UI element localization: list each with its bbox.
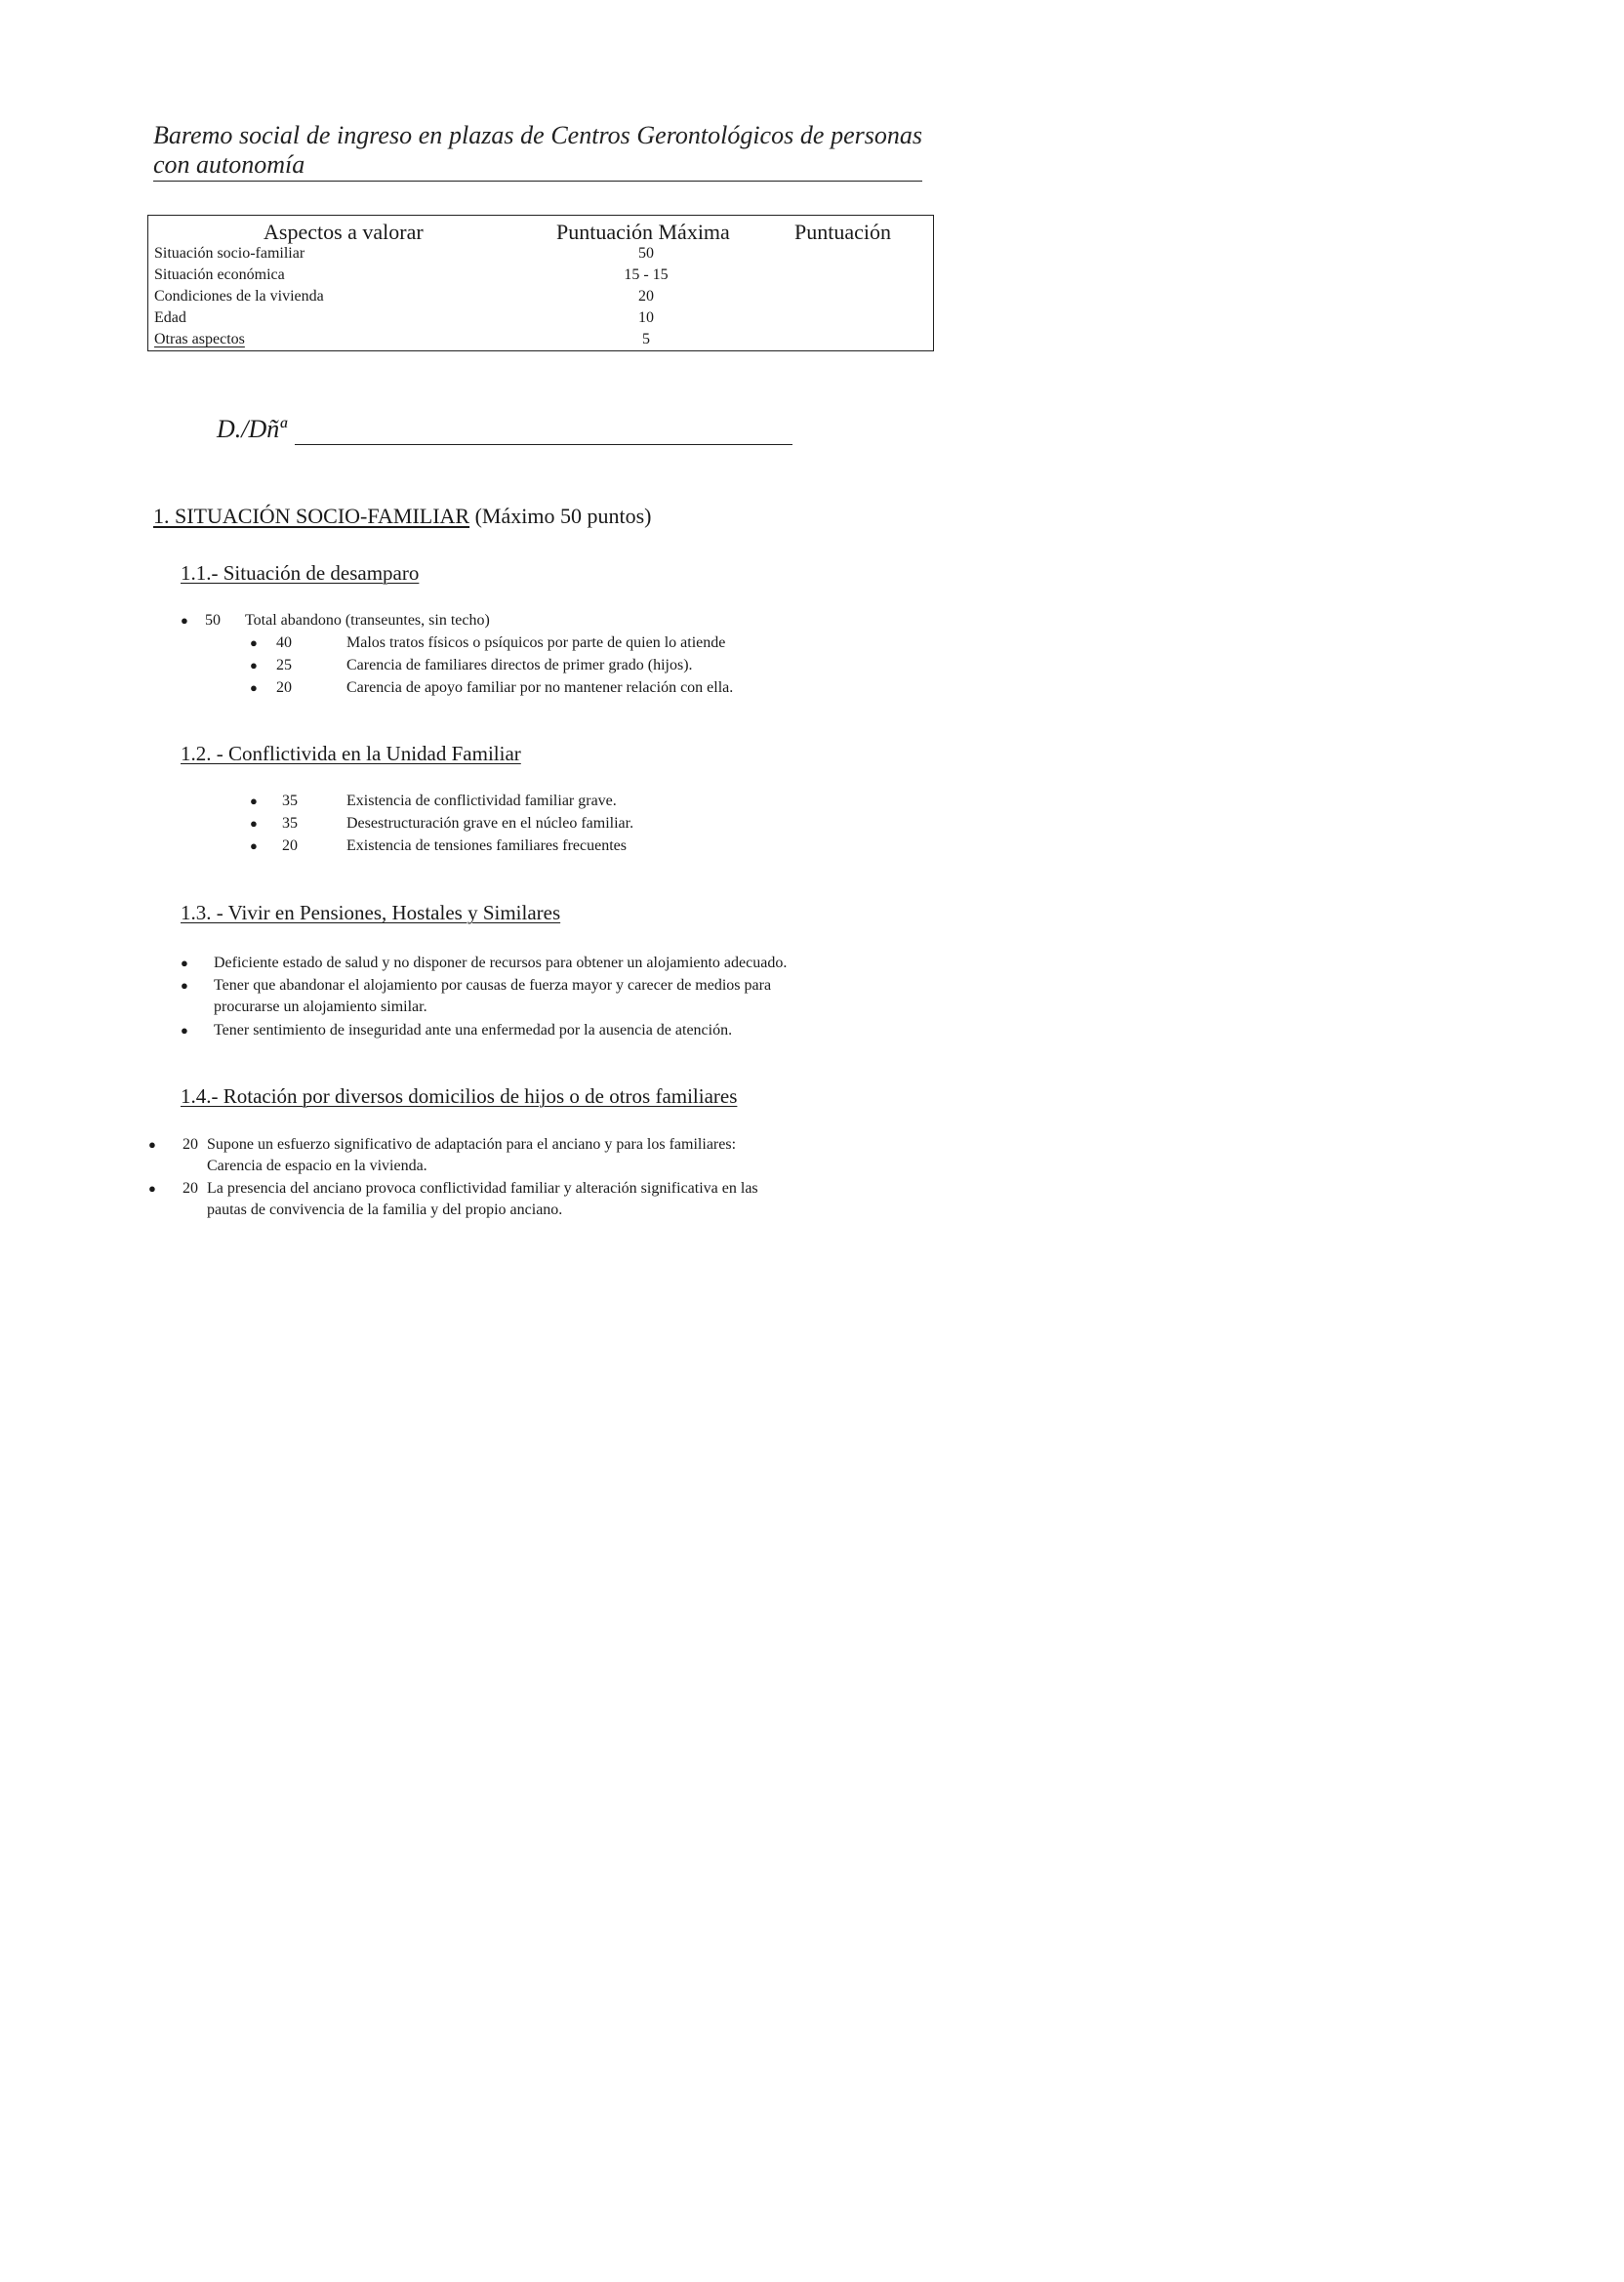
list-item: Total abandono (transeuntes, sin techo) [245,612,490,629]
row-aspect: Situación económica [154,266,285,283]
list-item-continuation: pautas de convivencia de la familia y del propio anciano. [207,1202,563,1218]
bullet-icon: ● [250,838,258,853]
row-aspect: Condiciones de la vivienda [154,288,324,305]
row-aspect: Situación socio-familiar [154,245,305,262]
table-row [148,329,933,350]
row-max: 50 [638,245,654,262]
list-item: Supone un esfuerzo significativo de adaptación para el anciano y para los familiares: [207,1136,737,1153]
section-note: (Máximo 50 puntos) [474,504,652,528]
table-row [148,307,933,329]
bullet-icon: ● [250,635,258,650]
header-aspects: Aspectos a valorar [264,220,424,244]
header-score: Puntuación [794,220,891,244]
bullet-icon: ● [250,794,258,808]
applicant-label: D./Dñª [217,415,287,443]
list-item: Existencia de tensiones familiares frecuentes [346,837,627,854]
list-item: Tener que abandonar el alojamiento por causas de fuerza mayor y carecer de medios para [214,977,772,994]
item-points: 25 [276,657,292,673]
header-max-score: Puntuación Máxima [556,220,730,244]
section-title-text: 1. SITUACIÓN SOCIO-FAMILIAR [153,504,470,528]
bullet-icon: ● [250,658,258,672]
row-max: 10 [638,309,654,326]
list-item: Carencia de familiares directos de primer grado (hijos). [346,657,693,673]
subsection-title [181,1084,737,1109]
bullet-icon: ● [181,978,188,993]
list-item-continuation: procurarse un alojamiento similar. [214,998,427,1015]
bullet-icon: ● [148,1137,156,1152]
item-points: 20 [183,1180,198,1197]
row-max: 20 [638,288,654,305]
table-row [148,265,933,286]
table-row [148,286,933,307]
subsection-title [181,561,419,586]
list-item: La presencia del anciano provoca conflictividad familiar y alteración significativa en las [207,1180,758,1197]
bullet-icon: ● [250,680,258,695]
bullet-icon: ● [148,1181,156,1196]
list-item: Malos tratos físicos o psíquicos por parte de quien lo atiende [346,634,726,651]
row-max: 5 [642,331,650,347]
bullet-icon: ● [181,956,188,970]
bullet-icon: ● [250,816,258,831]
document-title: Baremo social de ingreso en plazas de Centros Gerontológicos de personas con autonomía [153,121,922,182]
list-item: Carencia de apoyo familiar por no mantener relación con ella. [346,679,734,696]
bullet-icon: ● [181,1023,188,1038]
table-row [148,243,933,265]
section-title [153,504,651,529]
item-points: 50 [205,612,221,629]
item-points: 35 [282,815,298,832]
subsection-title-text: 1.4.- Rotación por diversos domicilios de hijos o de otros familiares [181,1084,738,1108]
row-max: 15 - 15 [624,266,669,283]
item-points: 20 [183,1136,198,1153]
list-item: Desestructuración grave en el núcleo familiar. [346,815,634,832]
list-item: Existencia de conflictividad familiar grave. [346,793,617,809]
list-item: Deficiente estado de salud y no disponer de recursos para obtener un alojamiento adecuado. [214,955,788,971]
item-points: 35 [282,793,298,809]
subsection-title-text: 1.3. - Vivir en Pensiones, Hostales y Similares [181,901,561,924]
row-aspect: Otras aspectos [154,331,245,347]
subsection-title [181,742,521,766]
item-points: 40 [276,634,292,651]
score-table [147,215,934,351]
applicant-name-line [295,444,792,445]
bullet-icon: ● [181,613,188,628]
item-points: 20 [282,837,298,854]
item-points: 20 [276,679,292,696]
applicant-name-field[interactable] [217,415,792,446]
list-item-continuation: Carencia de espacio en la vivienda. [207,1158,427,1174]
row-aspect: Edad [154,309,186,326]
subsection-title-text: 1.2. - Conflictivida en la Unidad Familiar [181,742,521,765]
subsection-title-text: 1.1.- Situación de desamparo [181,561,420,585]
subsection-title [181,901,560,925]
list-item: Tener sentimiento de inseguridad ante una enfermedad por la ausencia de atención. [214,1022,733,1039]
